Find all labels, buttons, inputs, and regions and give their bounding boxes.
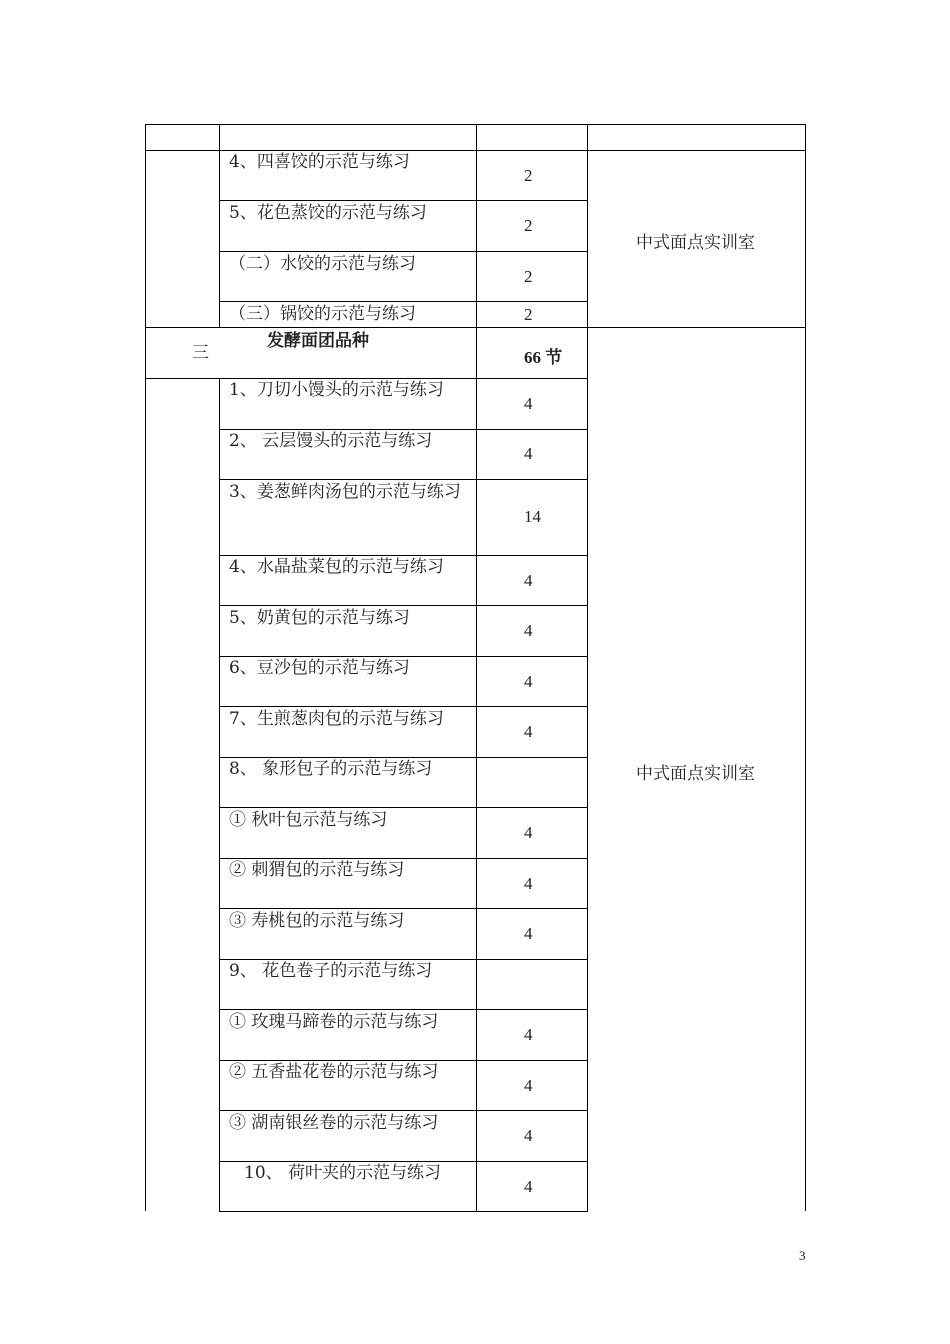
item-label: ② 刺猬包的示范与练习 [229,860,405,880]
room-label: 中式面点实训室 [636,764,755,784]
item-hours: 4 [524,1025,533,1044]
item-hours: 4 [524,621,533,640]
item-label: ① 秋叶包示范与练习 [229,810,388,830]
item-hours: 4 [524,722,533,741]
item-hours: 4 [524,1177,533,1196]
item-label: 5、奶黄包的示范与练习 [229,608,410,628]
row-divider [220,1211,588,1212]
item-hours: 4 [524,672,533,691]
item-hours: 4 [524,823,533,842]
room-label: 中式面点实训室 [636,233,755,253]
page-number: 3 [799,1248,806,1263]
item-label: 5、花色蒸饺的示范与练习 [229,203,427,223]
item-hours: 4 [524,1126,533,1145]
item-label: 8、 象形包子的示范与练习 [229,759,433,779]
item-label: （三）锅饺的示范与练习 [229,304,416,324]
item-hours: 2 [524,267,533,286]
item-label: 9、 花色卷子的示范与练习 [229,961,433,981]
item-hours: 2 [524,166,533,185]
section-total-hours: 66 节 [524,348,563,367]
item-hours: 4 [524,924,533,943]
item-hours: 4 [524,571,533,590]
item-label: ② 五香盐花卷的示范与练习 [229,1062,439,1082]
item-label: ③ 寿桃包的示范与练习 [229,911,405,931]
column-border [476,124,477,1212]
item-label: 3、姜葱鲜肉汤包的示范与练习 [229,482,461,502]
column-border [145,124,146,1211]
column-border [219,378,220,1212]
item-label: 6、豆沙包的示范与练习 [229,658,410,678]
table-right-border [805,124,806,1211]
section-title: 发酵面团品种 [267,331,369,351]
item-hours: 4 [524,394,533,413]
item-label: （二）水饺的示范与练习 [229,254,416,274]
item-label: 4、水晶盐菜包的示范与练习 [229,557,444,577]
item-label: ③ 湖南银丝卷的示范与练习 [229,1113,439,1133]
item-hours: 4 [524,1076,533,1095]
item-hours: 4 [524,444,533,463]
column-border [219,124,220,328]
item-hours: 14 [524,507,541,526]
item-hours: 2 [524,216,533,235]
item-hours: 2 [524,305,533,324]
column-border [587,124,588,1212]
item-label: 4、四喜饺的示范与练习 [229,152,410,172]
item-label: 7、生煎葱肉包的示范与练习 [229,709,444,729]
item-label: 2、 云层馒头的示范与练习 [229,431,433,451]
item-label: 10、 荷叶夹的示范与练习 [244,1163,442,1183]
section-number: 三 [192,343,209,363]
item-label: ① 玫瑰马蹄卷的示范与练习 [229,1012,439,1032]
item-label: 1、刀切小馒头的示范与练习 [229,380,444,400]
item-hours: 4 [524,874,533,893]
